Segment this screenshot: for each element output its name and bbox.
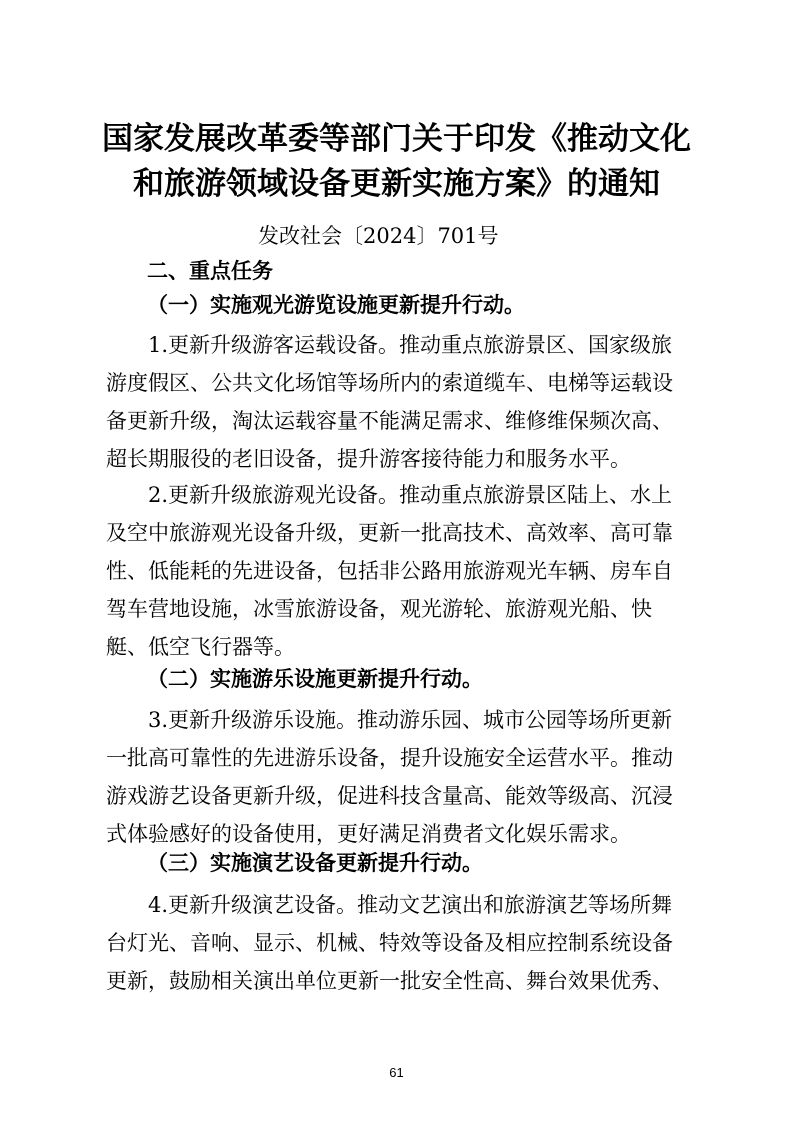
section-heading: 二、重点任务 — [147, 259, 273, 283]
paragraph-line: 性、低能耗的先进设备，包括非公路用旅游观光车辆、房车自 — [106, 559, 673, 583]
document-title-line-2: 和旅游领域设备更新实施方案》的通知 — [133, 166, 660, 202]
paragraph-line: 更新，鼓励相关演出单位更新一批安全性高、舞台效果优秀、 — [106, 969, 673, 993]
paragraph-4 — [106, 886, 706, 1000]
page-number: 61 — [389, 1065, 404, 1080]
paragraph-line: 台灯光、音响、显示、机械、特效等设备及相应控制系统设备 — [106, 931, 673, 955]
paragraph-line: 式体验感好的设备使用，更好满足消费者文化娱乐需求。 — [106, 822, 631, 846]
paragraph-line: 游度假区、公共文化场馆等场所内的索道缆车、电梯等运载设 — [106, 371, 673, 395]
paragraph-2 — [106, 476, 706, 666]
paragraph-line: 2.更新升级旅游观光设备。推动重点旅游景区陆上、水上 — [148, 483, 673, 507]
paragraph-line: 驾车营地设施，冰雪旅游设备，观光游轮、旅游观光船、快 — [106, 597, 652, 621]
paragraph-line: 游戏游艺设备更新升级，促进科技含量高、能效等级高、沉浸 — [106, 784, 673, 808]
paragraph-3 — [106, 701, 706, 853]
subheading-sightseeing: （一）实施观光游览设施更新提升行动。 — [147, 292, 525, 317]
paragraph-line: 一批高可靠性的先进游乐设备，提升设施安全运营水平。推动 — [106, 746, 673, 770]
paragraph-1 — [106, 326, 706, 478]
document-title-line-1: 国家发展改革委等部门关于印发《推动文化 — [102, 121, 691, 157]
paragraph-line: 4.更新升级演艺设备。推动文艺演出和旅游演艺等场所舞 — [148, 893, 673, 917]
paragraph-line: 超长期服役的老旧设备，提升游客接待能力和服务水平。 — [106, 447, 631, 471]
subheading-performance: （三）实施演艺设备更新提升行动。 — [147, 850, 483, 875]
subheading-amusement: （二）实施游乐设施更新提升行动。 — [147, 666, 483, 691]
paragraph-line: 及空中旅游观光设备升级，更新一批高技术、高效率、高可靠 — [106, 521, 673, 545]
paragraph-line: 1.更新升级游客运载设备。推动重点旅游景区、国家级旅 — [148, 333, 673, 357]
paragraph-line: 艇、低空飞行器等。 — [106, 635, 295, 659]
document-number: 发改社会〔2024〕701号 — [258, 224, 499, 248]
paragraph-line: 备更新升级，淘汰运载容量不能满足需求、维修维保频次高、 — [106, 409, 673, 433]
paragraph-line: 3.更新升级游乐设施。推动游乐园、城市公园等场所更新 — [148, 708, 673, 732]
